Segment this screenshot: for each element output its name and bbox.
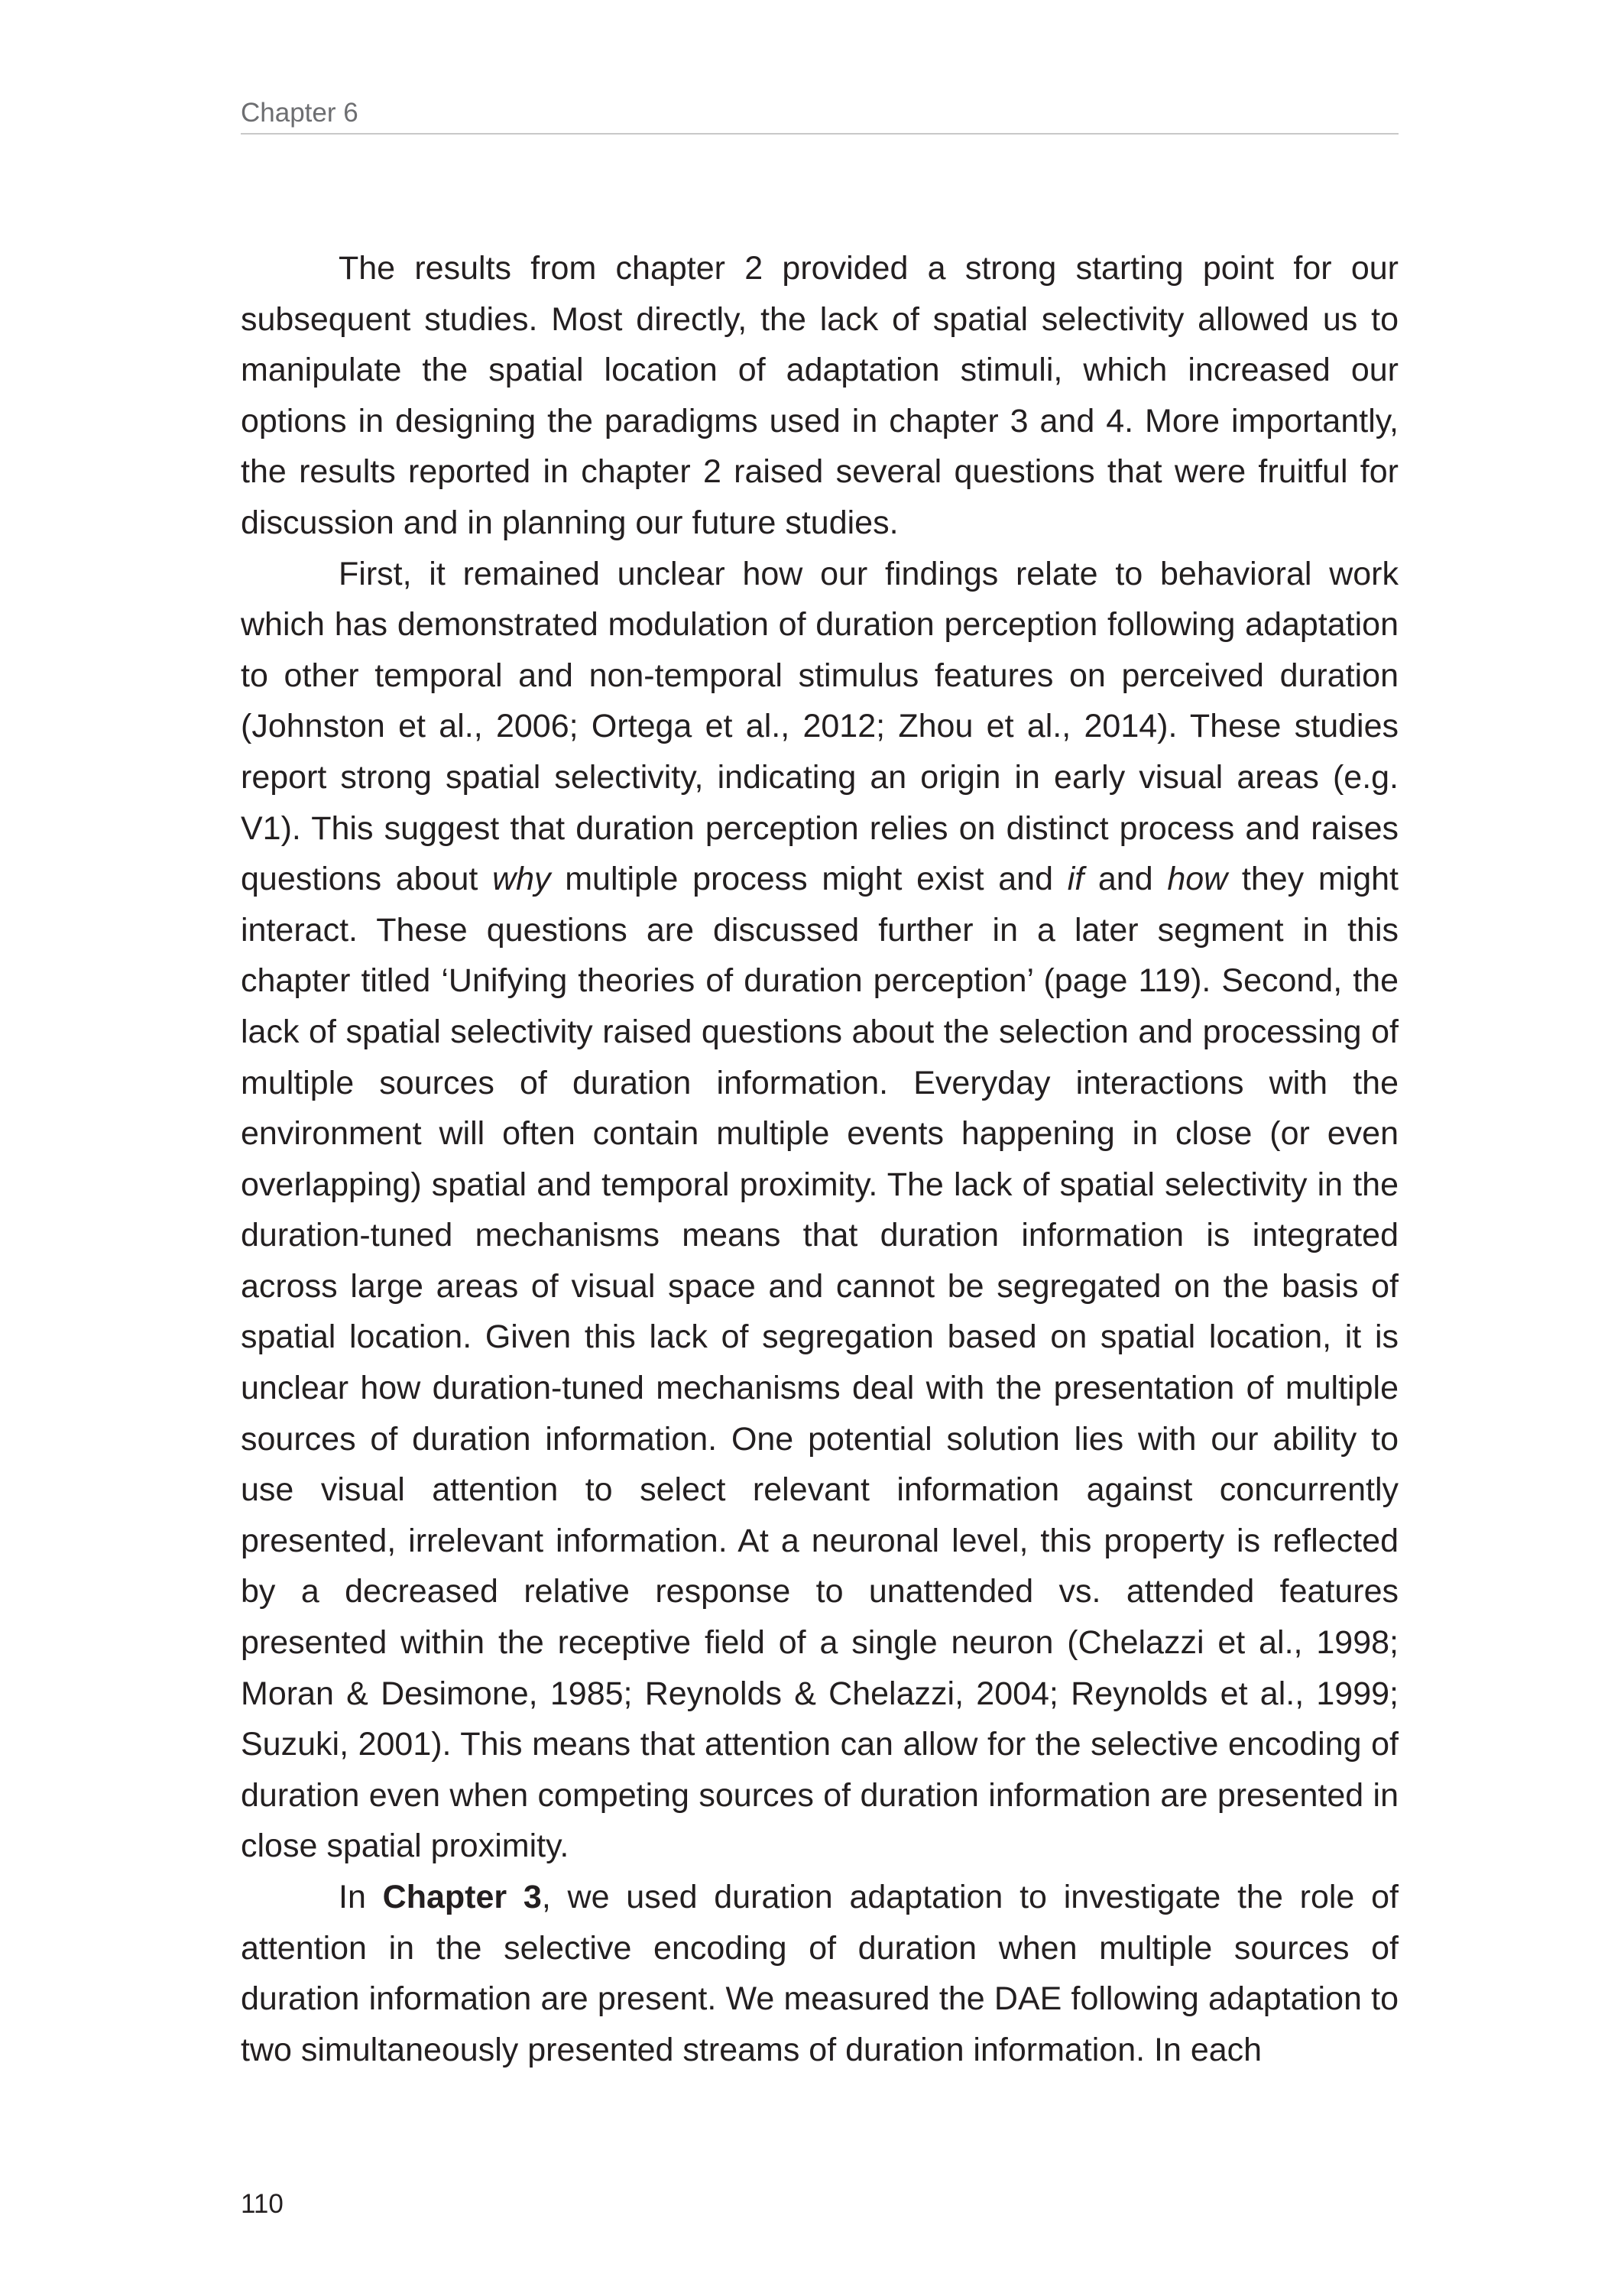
paragraph-3-lead: In: [339, 1879, 383, 1915]
emphasis-if: if: [1067, 861, 1084, 898]
paragraph-2-text-c: and: [1084, 861, 1168, 898]
body-text: [241, 243, 1399, 2075]
paragraph-2-text-b: multiple process might exist and: [550, 861, 1068, 898]
paragraph-1: [241, 243, 1399, 549]
page-number: 110: [241, 2189, 284, 2219]
paragraph-2: [241, 549, 1399, 1872]
emphasis-how: how: [1167, 861, 1228, 898]
paragraph-3: [241, 1872, 1399, 2075]
emphasis-why: why: [492, 861, 551, 898]
running-title: Chapter 6: [241, 98, 358, 128]
chapter-3-reference: Chapter 3: [382, 1879, 542, 1915]
paragraph-1-text: The results from chapter 2 provided a strong starting point for our subsequent studies. Most directly, the lack of spatial selectivity allowed us to manipulate the spatial location of adaptation stimuli, which increased our options in designing the paradigms used in chapter 3 and 4. More importantly, the results reported in chapter 2 raised several questions that were fruitful for discussion and in planning our future studies.: [241, 250, 1399, 541]
paragraph-3-text: , we used duration adaptation to investigate the role of attention in the selective encoding of duration when multiple sources of duration information are present. We measured the DAE following adaptation to two simultaneously presented streams of duration information. In each: [241, 1879, 1399, 2068]
paragraph-2-text-a: First, it remained unclear how our findings relate to behavioral work which has demonstrated modulation of duration perception following adaptation to other temporal and non-temporal stimulus features on perceived duration (Johnston et al., 2006; Ortega et al., 2012; Zhou et al., 2014). These studies report strong spatial selectivity, indicating an origin in early visual areas (e.g. V1). This suggest that duration perception relies on distinct process and raises questions about: [241, 555, 1399, 898]
running-header: [241, 96, 1399, 135]
paragraph-2-text-d: they might interact. These questions are discussed further in a later segment in this chapter titled ‘Unifying theories of duration perception’ (page 119). Second, the lack of spatial selectivity raised questions about the selection and processing of multiple sources of duration information. Everyday interactions with the environment will often contain multiple events happening in close (or even overlapping) spatial and temporal proximity. The lack of spatial selectivity in the duration-tuned mechanisms means that duration information is integrated across large areas of visual space and cannot be segregated on the basis of spatial location. Given this lack of segregation based on spatial location, it is unclear how duration-tuned mechanisms deal with the presentation of multiple sources of duration information. One potential solution lies with our ability to use visual attention to select relevant information against concurrently presented, irrelevant information. At a neuronal level, this property is reflected by a decreased relative response to unattended vs. attended features presented within the receptive field of a single neuron (Chelazzi et al., 1998; Moran & Desimone, 1985; Reynolds & Chelazzi, 2004; Reynolds et al., 1999; Suzuki, 2001). This means that attention can allow for the selective encoding of duration even when competing sources of duration information are presented in close spatial proximity.: [241, 861, 1399, 1865]
